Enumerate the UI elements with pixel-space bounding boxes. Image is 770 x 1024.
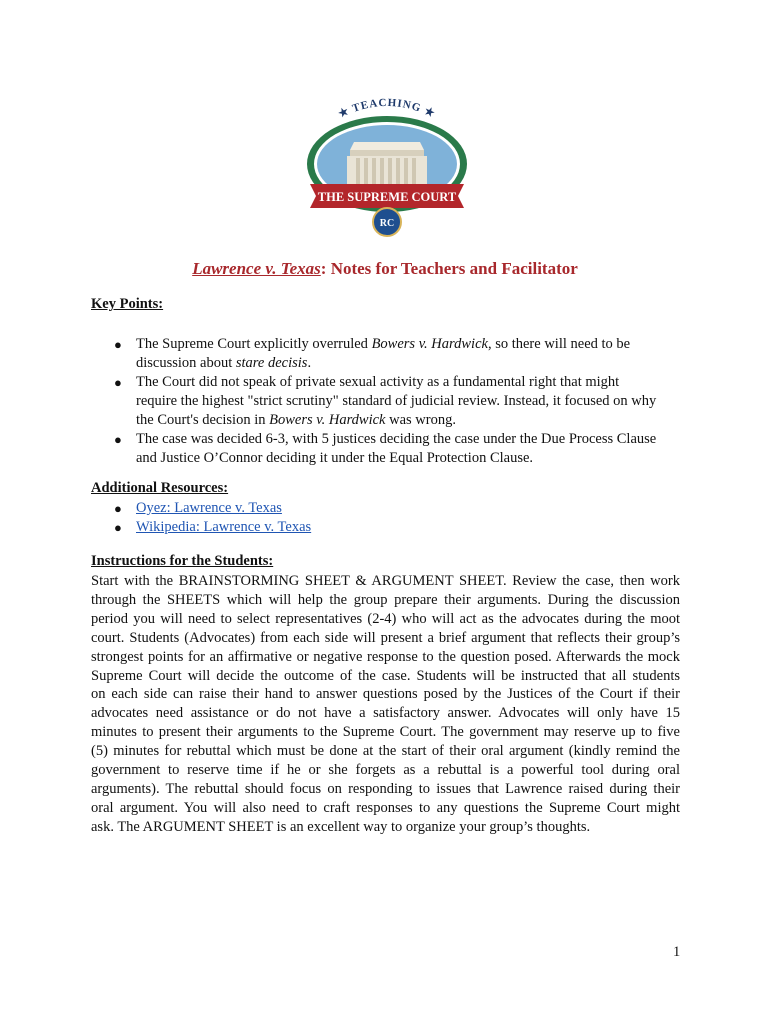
instructions-line: Supreme Court will decide the outcome of the case. Students will be instructed that all students xyxy=(91,667,680,684)
instructions-line: period you will need to select representatives (2-4) who will act as the advocates during the moot xyxy=(91,610,680,627)
instructions-heading: Instructions for the Students: xyxy=(91,553,274,569)
document-title xyxy=(0,259,770,279)
svg-text:★ TEACHING ★: ★ TEACHING ★ xyxy=(336,96,438,121)
list-item: ● The case was decided 6-3, with 5 justices deciding the case under the Due Process Clause xyxy=(114,431,657,447)
bullet-icon: ● xyxy=(114,432,122,447)
teaching-the-supreme-court-logo xyxy=(302,96,472,246)
instructions-line: ask. The ARGUMENT SHEET is an excellent way to organize your group’s thoughts. xyxy=(91,818,591,835)
instructions-line: arguments). The rebuttal should focus on responding to issues that Lawrence raised during their xyxy=(91,780,680,797)
svg-text:RC: RC xyxy=(379,218,395,229)
instructions-line: oral argument. You will also need to craft responses to any questions the Supreme Court might xyxy=(91,799,680,816)
instructions-line: on each side can raise their hand to answer questions posed by the Justices of the Court if their xyxy=(91,686,680,703)
resources-list xyxy=(91,499,671,537)
list-item: ● The Supreme Court explicitly overruled Bowers v. Hardwick, so there will need to be xyxy=(114,336,631,352)
additional-resources-heading: Additional Resources: xyxy=(91,480,229,496)
bullet-icon: ● xyxy=(114,375,122,390)
title-case-name: Lawrence v. Texas xyxy=(192,259,321,278)
instructions-line: advocates need assistance or do not have a satisfactory answer. Advocates will only have 15 xyxy=(91,705,680,722)
list-item: require the highest "strict scrutiny" standard of judicial review. Instead, it focused on why xyxy=(136,393,657,409)
instructions-line: government to reserve time if he or she forgets as a rebuttal is a powerful tool during oral xyxy=(91,762,680,779)
bullet-icon: ● xyxy=(114,520,122,535)
instructions-body xyxy=(91,572,680,837)
instructions-line: court. Students (Advocates) from each side will present a brief argument that reflects their group’s xyxy=(91,629,680,646)
list-item: and Justice O’Connor deciding it under the Equal Protection Clause. xyxy=(136,450,534,466)
oyez-link[interactable]: Oyez: Lawrence v. Texas xyxy=(136,500,282,516)
instructions-line: strongest points for an affirmative or negative response to the question posed. Afterwards the mock xyxy=(91,648,680,665)
instructions-line: Start with the BRAINSTORMING SHEET & ARGUMENT SHEET. Review the case, then work xyxy=(91,573,680,589)
list-item xyxy=(91,518,671,537)
bullet-icon: ● xyxy=(114,501,122,516)
list-item: ● The Court did not speak of private sexual activity as a fundamental right that might xyxy=(114,374,620,390)
list-item xyxy=(91,499,671,518)
page-number: 1 xyxy=(673,944,681,960)
wikipedia-link[interactable]: Wikipedia: Lawrence v. Texas xyxy=(136,519,312,535)
list-item: the Court's decision in Bowers v. Hardwick was wrong. xyxy=(136,412,456,428)
instructions-line: (5) minutes for rebuttal which must be done at the start of their oral argument (kindly remind the xyxy=(91,743,680,760)
instructions-line: through the SHEETS which will help the group prepare their arguments. During the discussion xyxy=(91,591,680,608)
bullet-icon: ● xyxy=(114,337,122,352)
svg-text:THE SUPREME COURT: THE SUPREME COURT xyxy=(317,190,457,204)
key-points-list xyxy=(91,335,671,468)
key-points-heading: Key Points: xyxy=(91,296,164,312)
instructions-line: minutes to present their arguments to the Supreme Court. The government may reserve up to five xyxy=(91,724,680,741)
list-item: discussion about stare decisis. xyxy=(136,355,312,371)
title-rest: : Notes for Teachers and Facilitator xyxy=(320,259,578,278)
